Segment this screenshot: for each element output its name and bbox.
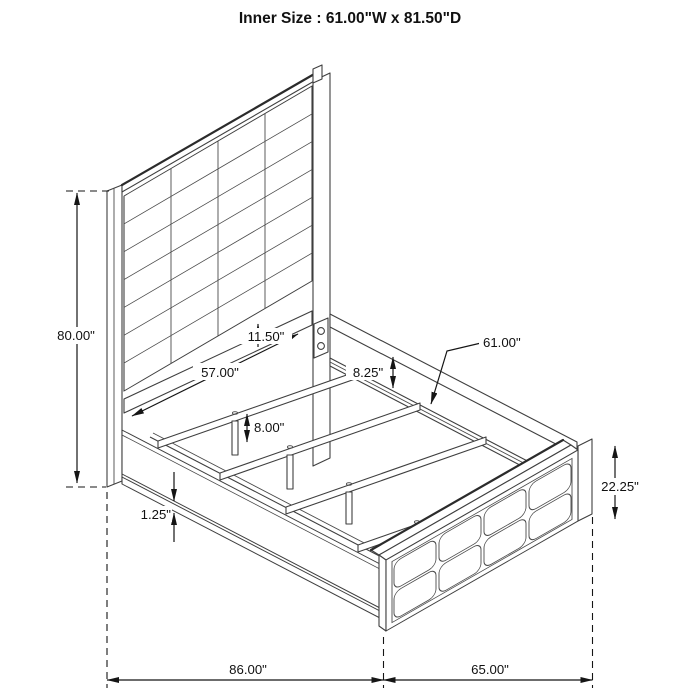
- near-side-rail: [122, 430, 380, 618]
- dim-label-headboard-height: 80.00": [57, 328, 95, 343]
- dim-label-rail-drop: 8.25": [352, 365, 384, 380]
- slat-leg: [232, 421, 238, 455]
- dim-label-footboard-width: 65.00": [471, 662, 509, 677]
- headboard-left-leg: [107, 185, 122, 487]
- dim-label-clearance: 11.50": [247, 329, 285, 344]
- dim-label-slat-length: 61.00": [483, 335, 521, 350]
- dim-label-rail-trim: 1.25": [140, 507, 171, 522]
- bracket-hole: [318, 343, 325, 350]
- footboard-right-post: [578, 439, 592, 521]
- dim-label-overall-length: 86.00": [229, 662, 267, 677]
- bed-frame: [122, 314, 583, 618]
- dim-headboard-height: [50, 191, 113, 487]
- dim-label-leg-height: 8.00": [254, 420, 285, 435]
- bracket-hole: [318, 328, 325, 335]
- dim-leg-height: [247, 414, 291, 442]
- dim-label-footboard-height: 22.25": [601, 479, 639, 494]
- screw-dot: [287, 446, 292, 449]
- diagram-title: Inner Size : 61.00"W x 81.50"D: [238, 10, 462, 27]
- headboard-right-leg: [313, 73, 330, 466]
- slat-leg: [287, 455, 293, 489]
- slat-leg: [346, 492, 352, 524]
- dim-label-inner-width: 57.00": [201, 365, 239, 380]
- rail-bracket: [314, 318, 328, 358]
- dim-footboard-height: [594, 446, 647, 519]
